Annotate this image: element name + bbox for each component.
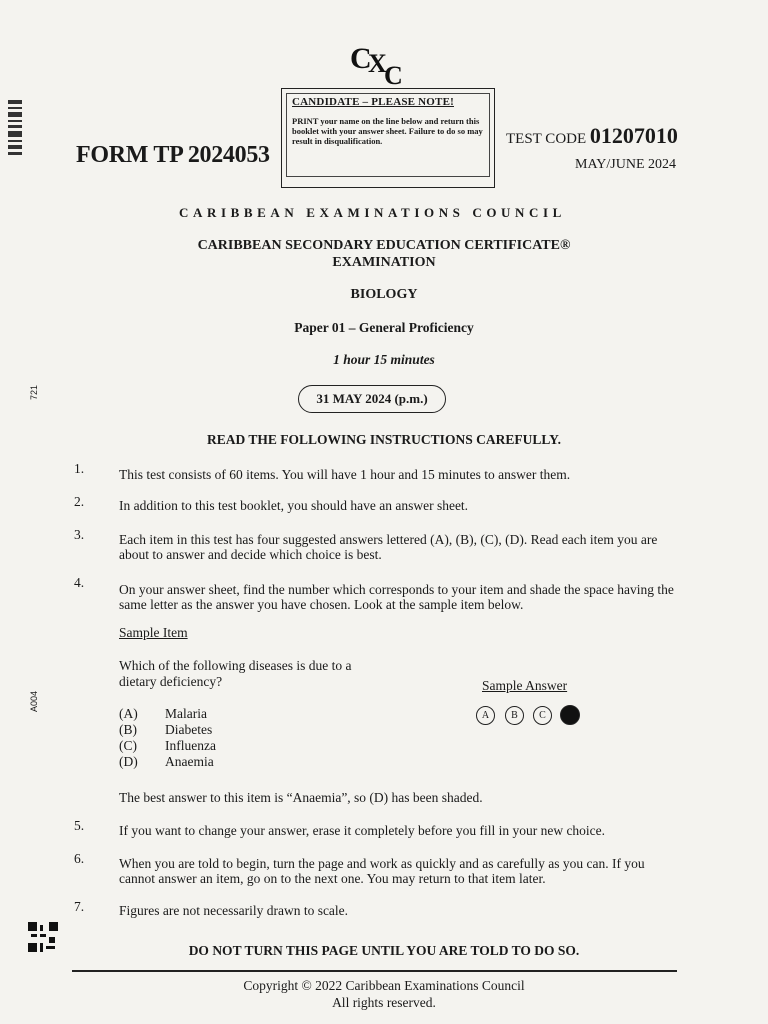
instruction-text: Figures are not necessarily drawn to scale. [119,903,349,918]
paper-title: Paper 01 – General Proficiency [294,320,474,335]
instruction-number: 4. [74,575,85,590]
instruction-text: When you are told to begin, turn the page and work as quickly and as carefully as you can. If you cannot answer an item, go on to the next one. You may return to that item later. [119,856,645,886]
qr-code-icon [28,922,58,952]
sample-question: Which of the following diseases is due to a dietary deficiency? [119,658,352,689]
do-not-turn-notice: DO NOT TURN THIS PAGE UNTIL YOU ARE TOLD TO DO SO. [188,943,580,958]
instruction-number: 5. [74,818,85,833]
copyright-line-2: All rights reserved. [332,995,436,1010]
option-text: Influenza [165,738,216,753]
test-code-number: 01207010 [589,123,678,148]
notice-body: PRINT your name on the line below and return this booklet with your answer sheet. Failure to do so may result in disqualification. [292,116,483,146]
option-letter: (D) [119,754,138,769]
test-code [506,123,678,149]
candidate-notice-box [281,88,495,188]
copyright-line-1: Copyright © 2022 Caribbean Examinations Council [243,978,525,993]
subject: BIOLOGY [350,287,418,302]
instruction-number: 1. [74,461,85,476]
certificate-title [0,237,768,271]
option-text: Malaria [165,706,207,721]
sample-explanation: The best answer to this item is “Anaemia”, so (D) has been shaded. [119,790,483,805]
svg-text:X: X [368,49,387,78]
duration: 1 hour 15 minutes [333,352,435,367]
cxc-logo [344,36,414,86]
instruction-number: 7. [74,899,85,914]
answer-bubble-a: A [476,706,495,725]
option-letter: (B) [119,722,137,737]
exam-session: MAY/JUNE 2024 [575,157,676,172]
instruction-text: On your answer sheet, find the number which corresponds to your item and shade the space having the same letter as the answer you have chosen. Look at the sample item below. [119,582,674,612]
council-name: CARIBBEAN EXAMINATIONS COUNCIL [179,205,566,220]
option-text: Anaemia [165,754,214,769]
instruction-text: In addition to this test booklet, you should have an answer sheet. [119,498,469,513]
copyright [0,977,768,1011]
notice-title: CANDIDATE – PLEASE NOTE! [292,96,454,108]
exam-date: 31 MAY 2024 (p.m.) [298,385,446,413]
instruction-text: Each item in this test has four suggested answers lettered (A), (B), (C), (D). Read each item you are about to answer and decide which choice is best. [119,532,658,562]
certificate-line-1: CARIBBEAN SECONDARY EDUCATION CERTIFICATE® [197,238,571,253]
test-code-label: TEST CODE [506,131,587,147]
read-instructions-heading: READ THE FOLLOWING INSTRUCTIONS CAREFULLY. [207,432,561,447]
instruction-text: This test consists of 60 items. You will have 1 hour and 15 minutes to answer them. [119,467,571,482]
sample-item-heading: Sample Item [119,625,188,640]
answer-bubble-b: B [505,706,524,725]
certificate-line-2: EXAMINATION [332,255,436,270]
instruction-number: 2. [74,494,85,509]
option-letter: (C) [119,738,137,753]
barcode-icon [8,100,22,156]
sample-answer-heading: Sample Answer [482,678,568,693]
answer-bubble-c: C [533,706,552,725]
svg-text:C: C [350,42,372,75]
option-letter: (A) [119,706,138,721]
side-mark-721: 721 [29,384,39,400]
form-number: FORM TP 2024053 [76,142,270,168]
footer-divider [72,970,677,972]
instruction-number: 3. [74,527,85,542]
answer-bubble-d-shaded [560,705,580,725]
option-text: Diabetes [165,722,213,737]
svg-text:C: C [384,61,403,86]
instruction-number: 6. [74,851,85,866]
instruction-text: If you want to change your answer, erase it completely before you fill in your new choice. [119,823,606,838]
side-mark-a004: A004 [29,690,39,712]
